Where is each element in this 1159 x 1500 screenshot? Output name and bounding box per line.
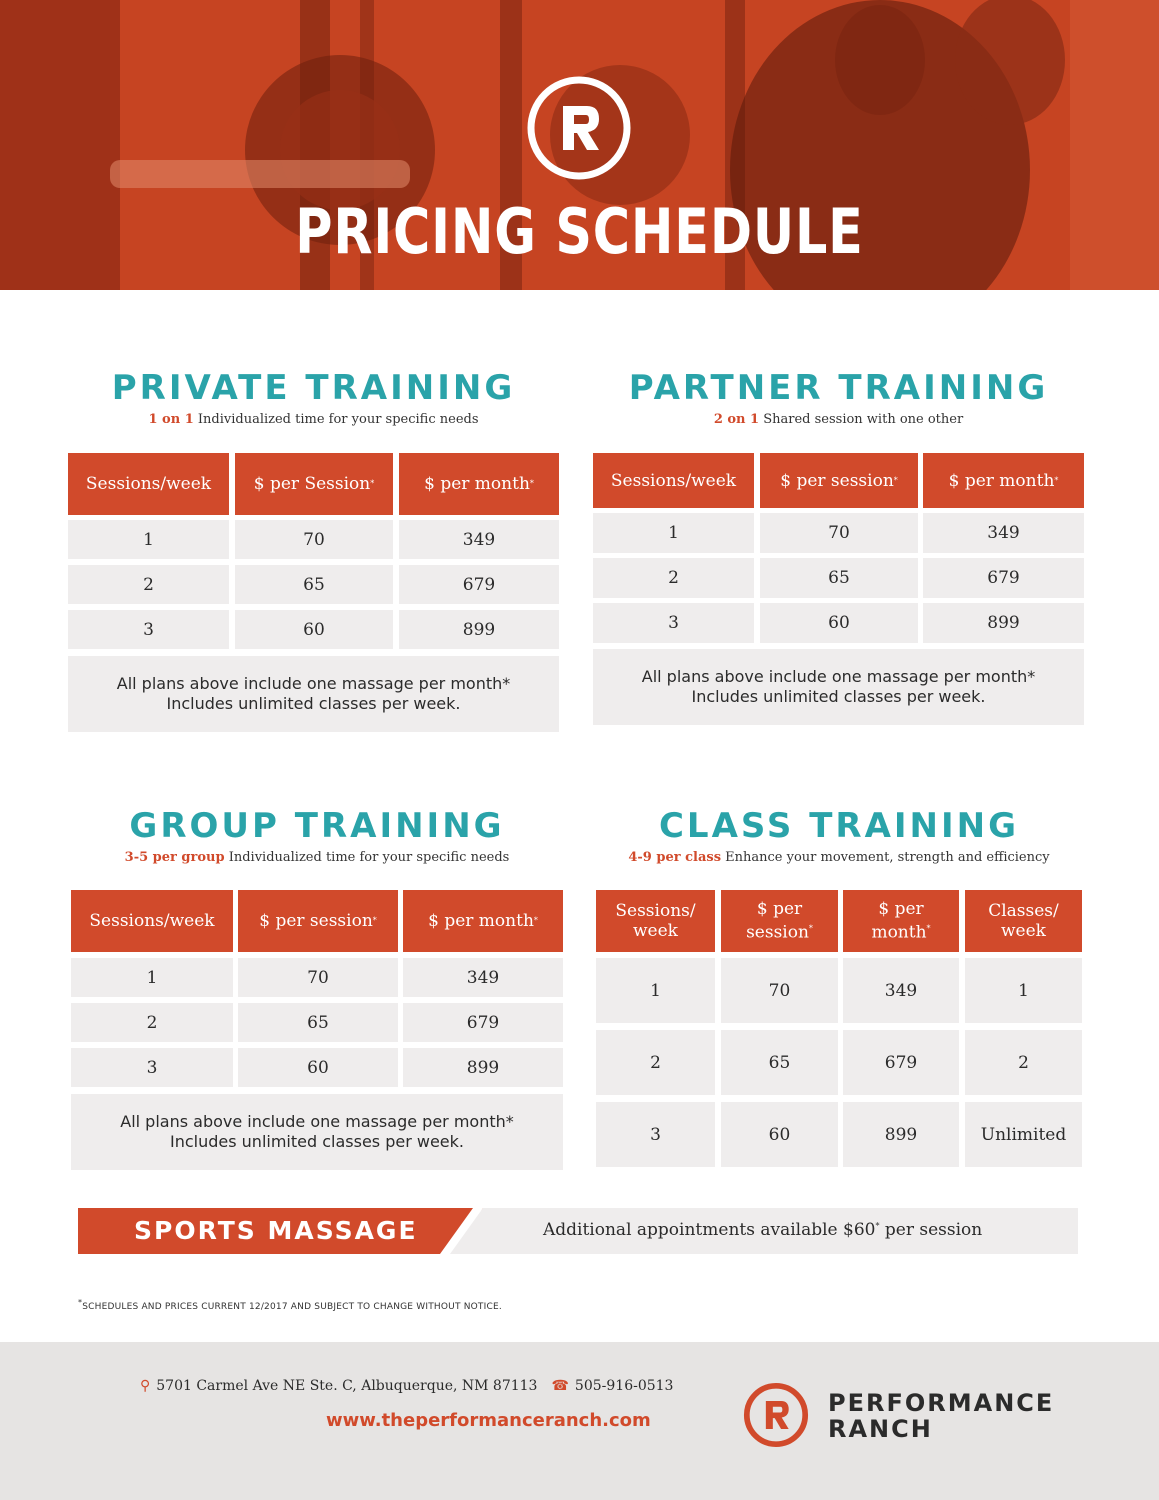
table-cell: 349 bbox=[399, 520, 559, 559]
column-header: $ per session * bbox=[238, 890, 398, 952]
massage-label: SPORTS MASSAGE bbox=[134, 1216, 418, 1245]
column-header: Sessions/week bbox=[68, 453, 229, 515]
table-cell: 1 bbox=[593, 513, 754, 553]
column-header: $ per month * bbox=[923, 453, 1084, 508]
table-cell: 3 bbox=[596, 1102, 715, 1167]
note-line: All plans above include one massage per month* bbox=[120, 1112, 514, 1131]
phone[interactable]: 505-916-0513 bbox=[574, 1378, 674, 1394]
section-highlight: 3-5 per group bbox=[124, 850, 225, 865]
section-subtitle bbox=[68, 412, 559, 427]
address: 5701 Carmel Ave NE Ste. C, Albuquerque, NM 87113 bbox=[156, 1378, 538, 1394]
table-cell: 65 bbox=[235, 565, 393, 604]
partner-training-section bbox=[593, 368, 1084, 726]
plan-note bbox=[71, 1094, 563, 1170]
note-line: Includes unlimited classes per week. bbox=[166, 694, 461, 713]
private-training-section bbox=[68, 368, 559, 734]
section-title: PRIVATE TRAINING bbox=[111, 368, 516, 408]
table-cell: 1 bbox=[965, 958, 1082, 1023]
table-cell: 70 bbox=[721, 958, 838, 1023]
table-cell: 899 bbox=[399, 610, 559, 649]
hero-banner bbox=[0, 0, 1159, 290]
table-cell: 3 bbox=[68, 610, 229, 649]
table-cell: 2 bbox=[71, 1003, 233, 1042]
ranch-r-logo-icon bbox=[527, 76, 631, 180]
table-cell: 2 bbox=[596, 1030, 715, 1095]
column-header: $ per month * bbox=[399, 453, 559, 515]
table-cell: 1 bbox=[71, 958, 233, 997]
note-line: All plans above include one massage per month* bbox=[641, 667, 1036, 686]
section-highlight: 2 on 1 bbox=[713, 412, 760, 427]
table-cell: 70 bbox=[235, 520, 393, 559]
table-cell: 679 bbox=[399, 565, 559, 604]
table-cell: 679 bbox=[923, 558, 1084, 598]
section-title: CLASS TRAINING bbox=[658, 806, 1020, 846]
contact-row bbox=[140, 1378, 673, 1394]
table-cell: 899 bbox=[403, 1048, 563, 1087]
page-title: PRICING SCHEDULE bbox=[295, 195, 864, 268]
table-cell: 349 bbox=[403, 958, 563, 997]
ranch-r-logo-icon bbox=[743, 1382, 809, 1448]
column-header: $ per session* bbox=[721, 890, 838, 952]
massage-description: Additional appointments available $60* per session bbox=[543, 1220, 983, 1240]
table-cell: 3 bbox=[593, 603, 754, 643]
section-description: Individualized time for your specific needs bbox=[197, 412, 479, 427]
plan-note bbox=[68, 656, 559, 732]
section-highlight: 4-9 per class bbox=[628, 850, 722, 865]
table-cell: 1 bbox=[596, 958, 715, 1023]
table-cell: 679 bbox=[403, 1003, 563, 1042]
column-header: Sessions/week bbox=[593, 453, 754, 508]
section-title: PARTNER TRAINING bbox=[628, 368, 1049, 408]
table-cell: 679 bbox=[843, 1030, 959, 1095]
disclaimer: *SCHEDULES AND PRICES CURRENT 12/2017 AND SUBJECT TO CHANGE WITHOUT NOTICE. bbox=[78, 1298, 502, 1312]
map-pin-icon: ⚲ bbox=[140, 1378, 151, 1394]
table-cell: 2 bbox=[965, 1030, 1082, 1095]
section-subtitle bbox=[596, 850, 1082, 865]
table-cell: 65 bbox=[238, 1003, 398, 1042]
table-cell: 65 bbox=[760, 558, 918, 598]
section-highlight: 1 on 1 bbox=[148, 412, 194, 427]
column-header: $ per session * bbox=[760, 453, 918, 508]
note-line: Includes unlimited classes per week. bbox=[691, 687, 986, 706]
note-line: Includes unlimited classes per week. bbox=[170, 1132, 464, 1151]
table-cell: 349 bbox=[843, 958, 959, 1023]
table-cell: 60 bbox=[235, 610, 393, 649]
table-cell: 70 bbox=[238, 958, 398, 997]
table-cell: 70 bbox=[760, 513, 918, 553]
column-header: Sessions/week bbox=[71, 890, 233, 952]
table-cell: 899 bbox=[843, 1102, 959, 1167]
section-subtitle bbox=[71, 850, 563, 865]
table-cell: 899 bbox=[923, 603, 1084, 643]
footer bbox=[0, 1342, 1159, 1500]
table-cell: 2 bbox=[68, 565, 229, 604]
section-description: Enhance your movement, strength and efficiency bbox=[725, 850, 1050, 865]
table-cell: 65 bbox=[721, 1030, 838, 1095]
plan-note bbox=[593, 649, 1084, 725]
column-header: $ per month * bbox=[403, 890, 563, 952]
table-cell: 1 bbox=[68, 520, 229, 559]
column-header: $ per Session * bbox=[235, 453, 393, 515]
section-description: Individualized time for your specific needs bbox=[228, 850, 510, 865]
class-training-section bbox=[596, 806, 1082, 1168]
website-link[interactable]: www.theperformanceranch.com bbox=[326, 1410, 651, 1431]
table-cell: 349 bbox=[923, 513, 1084, 553]
column-header: Classes/ week bbox=[965, 890, 1082, 952]
table-cell: Unlimited bbox=[965, 1102, 1082, 1167]
table-cell: 60 bbox=[721, 1102, 838, 1167]
section-subtitle bbox=[593, 412, 1084, 427]
section-description: Shared session with one other bbox=[763, 412, 964, 427]
section-title: GROUP TRAINING bbox=[129, 806, 505, 846]
column-header: Sessions/ week bbox=[596, 890, 715, 952]
sports-massage-bar bbox=[78, 1208, 1078, 1254]
brand-name: PERFORMANCE RANCH bbox=[828, 1389, 1055, 1443]
table-cell: 60 bbox=[238, 1048, 398, 1087]
table-cell: 3 bbox=[71, 1048, 233, 1087]
group-training-section bbox=[71, 806, 563, 1172]
table-cell: 60 bbox=[760, 603, 918, 643]
column-header: $ per month* bbox=[843, 890, 959, 952]
phone-icon: ☎ bbox=[551, 1378, 569, 1394]
table-cell: 2 bbox=[593, 558, 754, 598]
note-line: All plans above include one massage per month* bbox=[116, 674, 511, 693]
